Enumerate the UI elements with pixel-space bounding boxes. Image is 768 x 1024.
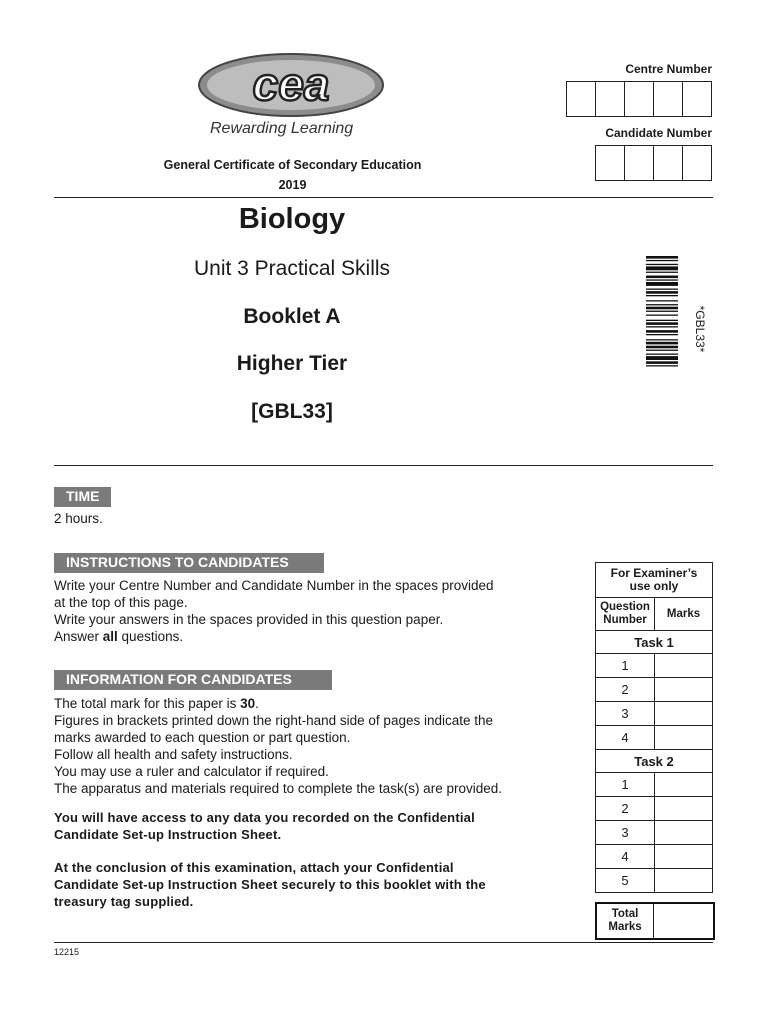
task2-label: Task 2 xyxy=(596,750,713,773)
instructions-line: Write your Centre Number and Candidate Number in the spaces provided xyxy=(54,578,494,593)
subject-title: Biology xyxy=(238,203,346,235)
information-text xyxy=(54,695,579,797)
paper-code: [GBL33] xyxy=(251,400,333,423)
barcode-bar xyxy=(646,350,678,351)
barcode-bar xyxy=(646,300,678,301)
question-number-cell: 4 xyxy=(596,726,655,750)
question-row xyxy=(596,797,713,821)
barcode-bar xyxy=(646,291,678,294)
question-row xyxy=(596,654,713,678)
barcode-bar xyxy=(646,272,678,273)
barcode-bar xyxy=(646,264,678,265)
digit-box[interactable] xyxy=(625,146,654,180)
task1-label: Task 1 xyxy=(596,631,713,654)
question-number-cell: 5 xyxy=(596,869,655,893)
barcode-bar xyxy=(646,315,678,316)
barcode-bar xyxy=(646,365,678,366)
unit-title: Unit 3 Practical Skills xyxy=(193,257,391,280)
examiner-marks-table xyxy=(595,562,713,893)
instructions-line: at the top of this page. xyxy=(54,595,188,610)
question-number-cell: 2 xyxy=(596,797,655,821)
divider xyxy=(54,942,713,943)
question-row xyxy=(596,702,713,726)
question-number-cell: 4 xyxy=(596,845,655,869)
marks-cell[interactable] xyxy=(655,726,713,750)
divider xyxy=(54,197,713,198)
barcode xyxy=(646,256,678,404)
marks-cell[interactable] xyxy=(655,678,713,702)
instructions-line: Write your answers in the spaces provided in this question paper. xyxy=(54,612,444,627)
digit-box[interactable] xyxy=(683,146,711,180)
barcode-bar xyxy=(646,346,678,349)
marks-header: Marks xyxy=(655,598,713,631)
barcode-bar xyxy=(646,266,678,270)
time-text: 2 hours. xyxy=(54,511,103,526)
information-line: Follow all health and safety instructions. xyxy=(54,747,293,762)
barcode-bar xyxy=(646,295,678,296)
barcode-bar xyxy=(646,342,678,345)
question-number-cell: 3 xyxy=(596,702,655,726)
conclusion-notice: At the conclusion of this examination, attach your Confidential Candidate Set-up Instruction Sheet securely to this booklet with the treasury tag supplied. xyxy=(54,860,486,909)
information-line: You may use a ruler and calculator if required. xyxy=(54,764,329,779)
question-row xyxy=(596,773,713,797)
question-row xyxy=(596,821,713,845)
barcode-bar xyxy=(646,282,678,286)
marks-cell[interactable] xyxy=(655,654,713,678)
total-marks-label: Total Marks xyxy=(597,904,654,938)
instructions-text xyxy=(54,577,574,645)
information-line: Figures in brackets printed down the right-hand side of pages indicate the xyxy=(54,713,494,728)
barcode-bar xyxy=(646,339,678,340)
barcode-bar xyxy=(646,311,678,312)
barcode-bar xyxy=(646,260,678,261)
centre-number-field[interactable] xyxy=(566,81,712,117)
divider xyxy=(54,465,713,466)
barcode-bar xyxy=(646,289,678,290)
barcode-bar xyxy=(646,356,678,360)
digit-box[interactable] xyxy=(596,82,625,116)
marks-cell[interactable] xyxy=(655,797,713,821)
barcode-bar xyxy=(646,330,678,333)
question-number-header: Question Number xyxy=(596,598,655,631)
marks-cell[interactable] xyxy=(655,821,713,845)
candidate-number-label: Candidate Number xyxy=(605,126,712,140)
question-row xyxy=(596,869,713,893)
marks-cell[interactable] xyxy=(655,869,713,893)
digit-box[interactable] xyxy=(683,82,711,116)
barcode-bar xyxy=(646,304,678,305)
total-marks-box xyxy=(595,902,715,940)
qualification-title: General Certificate of Secondary Education xyxy=(163,158,422,172)
question-row xyxy=(596,678,713,702)
candidate-number-field[interactable] xyxy=(595,145,712,181)
marks-cell[interactable] xyxy=(655,845,713,869)
information-heading: INFORMATION FOR CANDIDATES xyxy=(54,670,332,690)
marks-cell[interactable] xyxy=(655,702,713,726)
total-marks-cell[interactable] xyxy=(654,904,713,938)
information-line: marks awarded to each question or part question. xyxy=(54,730,351,745)
marks-cell[interactable] xyxy=(655,773,713,797)
barcode-bar xyxy=(646,322,678,325)
logo-text: cea xyxy=(252,58,330,110)
data-access-notice: You will have access to any data you recorded on the Confidential Candidate Set-up Instruction Sheet. xyxy=(54,810,475,842)
instructions-heading: INSTRUCTIONS TO CANDIDATES xyxy=(54,553,324,573)
centre-number-label: Centre Number xyxy=(625,62,712,76)
digit-box[interactable] xyxy=(625,82,654,116)
booklet-title: Booklet A xyxy=(243,305,341,328)
barcode-bar xyxy=(646,279,678,280)
barcode-bar xyxy=(646,256,678,259)
instructions-line: Answer all questions. xyxy=(54,629,184,644)
question-number-cell: 2 xyxy=(596,678,655,702)
question-row xyxy=(596,726,713,750)
barcode-bar xyxy=(646,326,678,327)
time-heading: TIME xyxy=(54,487,111,507)
digit-box[interactable] xyxy=(596,146,625,180)
question-number-cell: 1 xyxy=(596,654,655,678)
digit-box[interactable] xyxy=(567,82,596,116)
barcode-bar xyxy=(646,361,678,364)
examiner-table-header: For Examiner’s use only xyxy=(596,563,713,598)
barcode-label: *GBL33* xyxy=(693,305,707,353)
document-number: 12215 xyxy=(54,947,80,957)
cea-logo xyxy=(196,52,386,118)
tier-title: Higher Tier xyxy=(236,352,348,375)
question-row xyxy=(596,845,713,869)
barcode-bar xyxy=(646,307,678,310)
question-number-cell: 1 xyxy=(596,773,655,797)
exam-year: 2019 xyxy=(278,178,307,192)
digit-box[interactable] xyxy=(654,82,683,116)
tagline: Rewarding Learning xyxy=(210,120,354,137)
barcode-bar xyxy=(646,334,678,335)
information-line: The total mark for this paper is 30. xyxy=(54,696,259,711)
barcode-bar xyxy=(646,276,678,279)
question-number-cell: 3 xyxy=(596,821,655,845)
digit-box[interactable] xyxy=(654,146,683,180)
information-line: The apparatus and materials required to complete the task(s) are provided. xyxy=(54,781,502,796)
barcode-bar xyxy=(646,320,678,321)
barcode-bar xyxy=(646,354,678,355)
